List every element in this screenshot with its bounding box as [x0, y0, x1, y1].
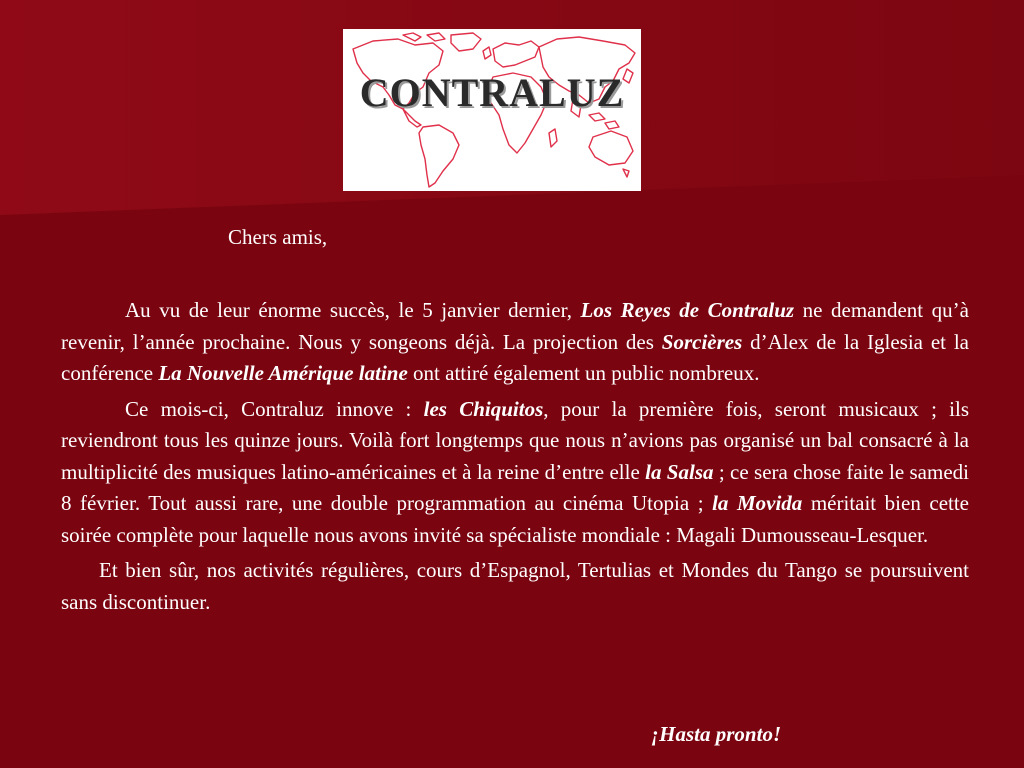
p1-text-2: ne demandent qu’à revenir, l’année prochaine. Nous y songeons déjà. La projection des — [61, 298, 969, 354]
p2-text-2: , pour la première fois, seront musicaux ; ils reviendront tous les quinze jours. Voilà fort longtemps que nous n’avions pas organisé un bal consacré à la multiplicité des musiques latino-américaines et à la reine d’entre elle — [61, 396, 969, 484]
p2-title-salsa: la Salsa — [645, 459, 714, 484]
p1-title-sorcieres: Sorcières — [661, 329, 743, 354]
closing-greeting: ¡Hasta pronto! — [651, 722, 782, 746]
p2-title-movida: la Movida — [712, 491, 803, 515]
p1-title-nouvelle-amerique: La Nouvelle Amérique latine — [158, 361, 408, 385]
logo-wordmark: CONTRALUZ — [359, 70, 625, 115]
p1-text-4: ont attiré également un public nombreux. — [407, 361, 760, 385]
p1-text-1: Au vu de leur énorme succès, le 5 janvier dernier, — [125, 298, 581, 322]
salutation: Chers amis, — [228, 225, 328, 249]
paragraph-3: Et bien sûr, nos activités régulières, cours d’Espagnol, Tertulias et Mondes du Tango se poursuivent sans discontinuer. — [61, 558, 969, 614]
letter-body — [61, 295, 969, 622]
contraluz-logo — [343, 29, 641, 191]
p1-title-los-reyes: Los Reyes de Contraluz — [580, 298, 795, 322]
paragraph-1 — [61, 295, 969, 390]
paragraph-2 — [61, 394, 969, 552]
p2-title-chiquitos: les Chiquitos — [423, 396, 544, 421]
p2-text-4: méritait bien cette soirée complète pour laquelle nous avons invité sa spécialiste mondiale : Magali Dumousseau-Lesquer. — [61, 491, 970, 547]
p2-text-1: Ce mois-ci, Contraluz innove : — [125, 396, 424, 421]
p1-text-3: d’Alex de la Iglesia et la conférence — [61, 329, 969, 385]
p2-text-3: ; ce sera chose faite le samedi 8 février. Tout aussi rare, une double programmation au cinéma Utopia ; — [61, 459, 969, 515]
